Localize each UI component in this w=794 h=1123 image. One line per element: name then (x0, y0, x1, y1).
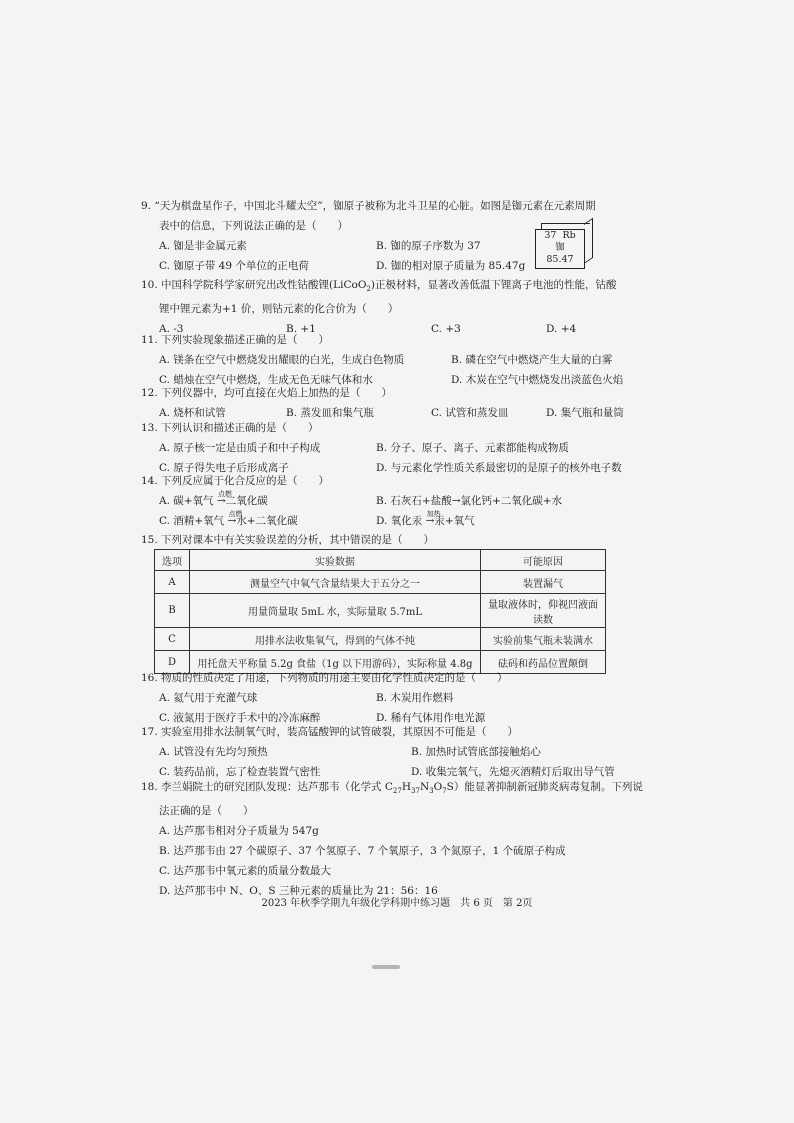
question-15-stem: 15. 下列对课本中有关实验误差的分析，其中错误的是（ ） (141, 534, 435, 546)
table-cell: B (155, 594, 190, 628)
question-18-stem: 18. 李兰娟院士的研究团队发现：达芦那韦（化学式 $C_{27}H_{37}N_3O_7S$）能显著抑制新冠肺炎病毒复制。下列说 (141, 781, 643, 796)
table-cell: 砝码和药品位置颠倒 (481, 651, 606, 674)
table-cell: 实验前集气瓶未装满水 (481, 628, 606, 651)
error-analysis-table (154, 549, 606, 674)
q12-option-d: D. 集气瓶和量筒 (546, 407, 624, 419)
q14-option-a: A. 碳+氧气 点燃 →二氧化碳 (159, 491, 268, 512)
q17-option-c: C. 装药品前，忘了检查装置气密性 (159, 766, 321, 778)
q12-option-c: C. 试管和蒸发皿 (431, 407, 509, 419)
q12-option-b: B. 蒸发皿和集气瓶 (286, 407, 374, 419)
q14-option-c: C. 酒精+氧气 点燃 →水+二氧化碳 (159, 511, 298, 532)
atomic-mass: 85.47 (546, 254, 574, 265)
question-10-stem-cont: 锂中锂元素为+1 价，则钴元素的化合价为（ ） (159, 303, 399, 316)
reaction-arrow: 加热 → (425, 510, 441, 527)
question-15 (141, 530, 671, 550)
q12-option-a: A. 烧杯和试管 (159, 407, 226, 419)
reaction-arrow: 点燃 → (216, 490, 232, 507)
question-9-stem-cont: 表中的信息，下列说法正确的是（ ） (159, 220, 348, 232)
question-14 (141, 471, 671, 531)
q14-option-d: D. 氧化汞 加热 →汞+氧气 (376, 511, 475, 532)
q17-option-d: D. 收集完氧气，先熄灭酒精灯后取出导气管 (411, 766, 615, 778)
q16-option-b: B. 木炭用作燃料 (376, 692, 454, 704)
q11-option-c: C. 蜡烛在空气中燃烧，生成无色无味气体和水 (159, 374, 373, 386)
q10-option-c: C. +3 (431, 323, 461, 336)
q10-option-d: D. +4 (546, 323, 577, 336)
table-header: 可能原因 (481, 550, 606, 571)
table-cell: A (155, 571, 190, 594)
question-17 (141, 722, 671, 782)
page-footer: 2023 年秋季学期九年级化学科期中练习题 共 6 页 第 2页 (261, 898, 533, 909)
question-9-stem: 9. “天为棋盘星作子，中国北斗耀太空”，铷原子被称为北斗卫星的心脏。如图是铷元素在元素周期 (141, 200, 596, 212)
q17-option-a: A. 试管没有先均匀预热 (159, 746, 268, 758)
table-header: 选项 (155, 550, 190, 571)
q11-option-d: D. 木炭在空气中燃烧发出淡蓝色火焰 (451, 374, 624, 386)
q18-option-a: A. 达芦那韦相对分子质量为 547g (159, 825, 319, 838)
question-11-stem: 11. 下列实验现象描述正确的是（ ） (141, 334, 330, 346)
table-cell: 用排水法收集氧气，得到的气体不纯 (190, 628, 481, 651)
question-14-stem: 14. 下列反应属于化合反应的是（ ） (141, 475, 330, 487)
q14-option-b: B. 石灰石+盐酸→氯化钙+二氧化碳+水 (376, 495, 563, 507)
table-header: 实验数据 (190, 550, 481, 571)
q16-option-a: A. 氦气用于充灌气球 (159, 692, 258, 704)
q10-option-b: B. +1 (286, 323, 316, 336)
table-row (155, 594, 606, 628)
question-12 (141, 383, 671, 423)
question-16 (141, 668, 671, 728)
question-11 (141, 330, 671, 390)
table-cell: 量取液体时，仰视凹液面读数 (481, 594, 606, 628)
question-16-stem: 16. 物质的性质决定了用途，下列物质的用途主要由化学性质决定的是（ ） (141, 672, 508, 684)
q13-option-b: B. 分子、原子、离子、元素都能构成物质 (376, 442, 569, 454)
question-13 (141, 418, 671, 478)
element-symbol: Rb (562, 230, 576, 241)
q18-option-c: C. 达芦那韦中氧元素的质量分数最大 (159, 865, 331, 878)
question-10-stem: 10. 中国科学院科学家研究出改性钴酸锂(LiCoO$_2$)正极材料，显著改善低温下锂离子电池的性能，钴酸 (141, 279, 617, 294)
scan-smudge (372, 965, 400, 969)
q9-option-a: A. 铷是非金属元素 (159, 240, 247, 252)
q18-option-d: D. 达芦那韦中 N、O、S 三种元素的质量比为 21：56：16 (159, 885, 438, 898)
periodic-table-cell-rubidium (535, 229, 585, 269)
q16-option-c: C. 液氮用于医疗手术中的冷冻麻醉 (159, 712, 321, 724)
table-header-row (155, 550, 606, 571)
question-12-stem: 12. 下列仪器中，均可直接在火焰上加热的是（ ） (141, 387, 393, 399)
q13-option-a: A. 原子核一定是由质子和中子构成 (159, 442, 321, 454)
q9-option-d: D. 铷的相对原子质量为 85.47g (376, 260, 526, 272)
q9-option-b: B. 铷的原子序数为 37 (376, 240, 481, 252)
q16-option-d: D. 稀有气体用作电光源 (376, 712, 486, 724)
q9-option-c: C. 铷原子带 49 个单位的正电荷 (159, 260, 309, 272)
table-row (155, 628, 606, 651)
table-cell: 测量空气中氧气含量结果大于五分之一 (190, 571, 481, 594)
q10-option-a: A. -3 (159, 323, 184, 336)
reaction-arrow: 点燃 → (227, 510, 243, 527)
q17-option-b: B. 加热时试管底部接触焰心 (411, 746, 541, 758)
question-17-stem: 17. 实验室用排水法制氧气时，装高锰酸钾的试管破裂，其原因不可能是（ ） (141, 726, 519, 738)
q18-option-b: B. 达芦那韦由 27 个碳原子、37 个氢原子、7 个氧原子，3 个氮原子，1 个硫原子构成 (159, 845, 566, 858)
element-name: 铷 (555, 242, 565, 253)
table-cell: C (155, 628, 190, 651)
table-cell: 用量筒量取 5mL 水，实际量取 5.7mL (190, 594, 481, 628)
table-cell: D (155, 651, 190, 674)
table-cell: 用托盘天平称量 5.2g 食盐（1g 以下用游码），实际称量 4.8g (190, 651, 481, 674)
question-18-stem-cont: 法正确的是（ ） (159, 805, 254, 818)
q13-option-c: C. 原子得失电子后形成离子 (159, 462, 289, 474)
q11-option-b: B. 磷在空气中燃烧产生大量的白雾 (451, 354, 613, 366)
question-13-stem: 13. 下列认识和描述正确的是（ ） (141, 422, 319, 434)
atomic-number: 37 (544, 230, 557, 241)
table-row (155, 571, 606, 594)
question-18 (141, 777, 671, 901)
table-cell: 装置漏气 (481, 571, 606, 594)
q13-option-d: D. 与元素化学性质关系最密切的是原子的核外电子数 (376, 462, 622, 474)
q11-option-a: A. 镁条在空气中燃烧发出耀眼的白光，生成白色物质 (159, 354, 405, 366)
